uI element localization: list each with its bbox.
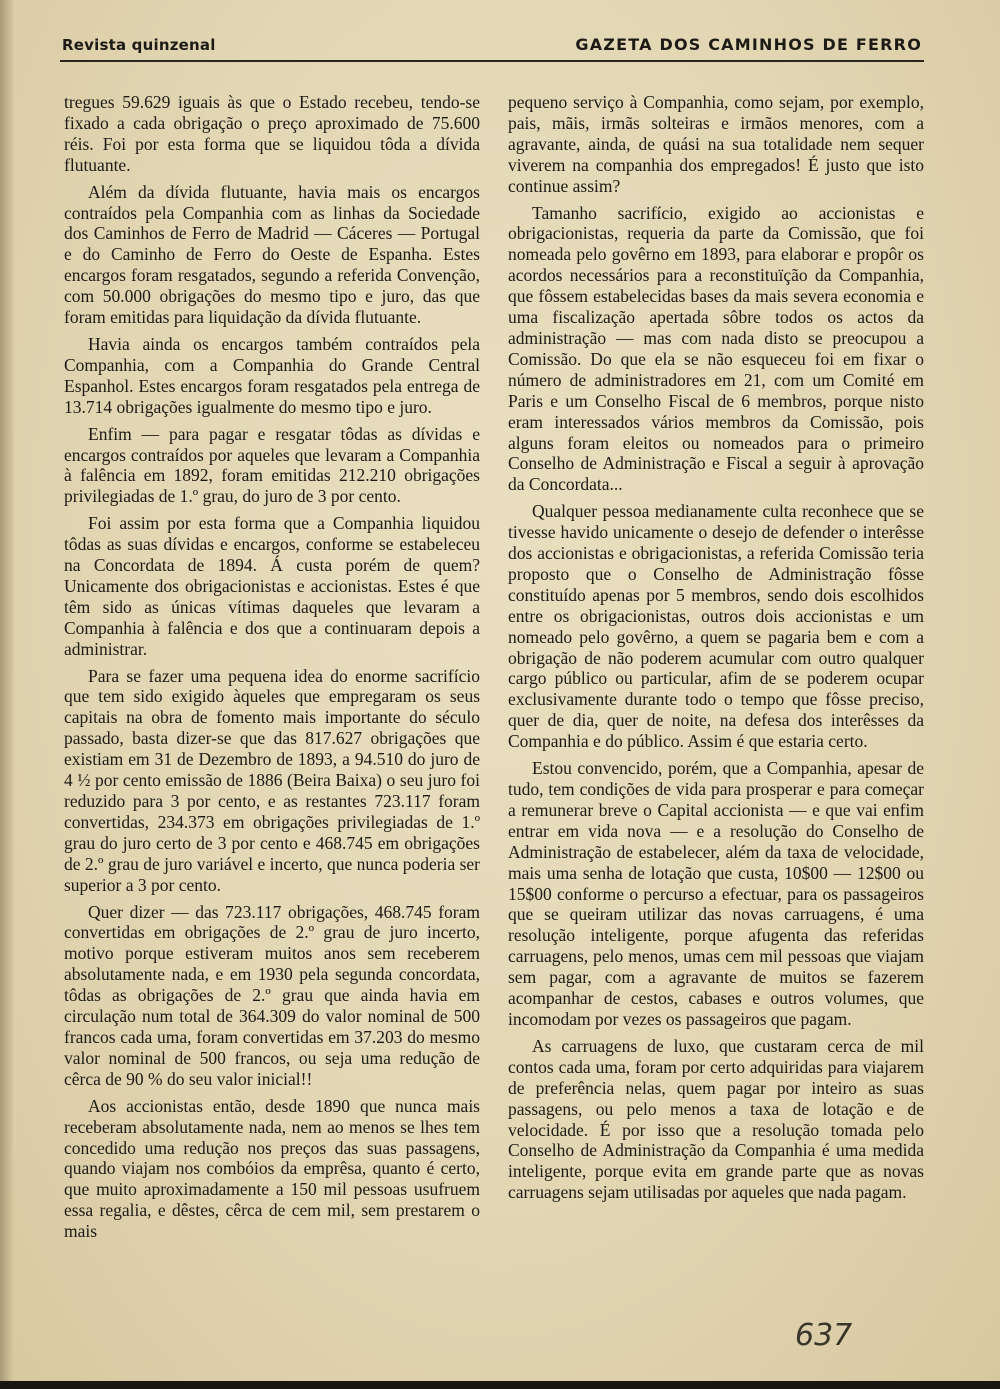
header-divider xyxy=(60,60,924,62)
paragraph: Havia ainda os encargos também contraídos pela Companhia, com a Companhia do Grande Central Espanhol. Estes encargos foram resgatados pela entrega de 13.714 obrigações igualmente do mesmo tipo e juro. xyxy=(64,333,480,417)
running-head-left: Revista quinzenal xyxy=(62,36,216,54)
paragraph: tregues 59.629 iguais às que o Estado recebeu, tendo-se fixado a cada obrigação o preço aproximado de 75.600 réis. Foi por esta forma que se liquidou tôda a dívida flutuante. xyxy=(64,92,480,175)
left-text-column xyxy=(64,92,480,1248)
paragraph: Além da dívida flutuante, havia mais os encargos contraídos pela Companhia com as linhas da Sociedade dos Caminhos de Ferro de Madrid — Cáceres — Portugal e do Caminho de Ferro do Oeste de Espanha. Estes encargos foram resgatados, segundo a referida Convenção, com 50.000 obrigações do mesmo tipo e juro, das que foram emitidas para liquidação da dívida flutuante. xyxy=(64,181,480,328)
paragraph: Para se fazer uma pequena idea do enorme sacrifício que tem sido exigido àqueles que empregaram os seus capitais na obra de fomento mais importante do século passado, basta dizer-se que das 817.627 obrigações que existiam em 31 de Dezembro de 1893, a 94.510 do juro de 4 ½ por cento emissão de 1886 (Beira Baixa) o seu juro foi reduzido para 3 por cento, e as restantes 723.117 foram convertidas, 234.373 em obrigações privilegiadas de 1.º grau do juro certo de 3 por cento e 468.745 em obrigações de 2.º grau de juro variável e incerto, que nunca poderia ser superior a 3 por cento. xyxy=(64,665,481,895)
paragraph: Quer dizer — das 723.117 obrigações, 468.745 foram convertidas em obrigações de 2.º grau de juro incerto, motivo porque estiveram muitos anos sem receberem absolutamente nada, e em 1930 pela segunda concordata, tôdas as obrigações de 2.º grau que ainda havia em circulação num total de 364.309 do valor nominal de 500 francos cada uma, foram convertidas em 37.203 do mesmo valor nominal de 500 francos, ou seja uma redução de cêrca de 90 % do seu valor inicial!! xyxy=(64,901,480,1089)
paragraph: Tamanho sacrifício, exigido ao accionistas e obrigacionistas, requeria da parte da Comissão, que foi nomeada pelo govêrno em 1893, para elaborar e propôr os acordos necessários para a reconstituïção da Companhia, que fôssem estabelecidas bases da mais severa economia e uma fiscalização apertada sôbre todos os actos da administração — mas com nada disto se preocupou a Comissão. Do que ela se não esqueceu foi em fixar o número de administradores em 21, com um Comité em Paris e um Conselho Fiscal de 6 membros, porque nisto eram interessados vários membros da Comissão, pois alguns foram eleitos ou nomeados para o primeiro Conselho de Administração e Fiscal a seguir à aprovação da Concordata... xyxy=(508,202,924,495)
paragraph: Qualquer pessoa medianamente culta reconhece que se tivesse havido unicamente o desejo de defender o interêsse dos accionistas e obrigacionistas, a referida Comissão teria proposto que o Conselho de Administração fôsse constituído apenas por 5 membros, sendo dois escolhidos entre os obrigacionistas, outros dois accionistas e um nomeado pelo govêrno, a quem se pagaria bem e com a obrigação de não poderem acumular com outro qualquer cargo público ou particular, afim de se poderem ocupar exclusivamente durante todo o tempo que fôsse preciso, quer de dia, quer de noite, na defesa dos interêsses da Companhia e do público. Assim é que estaria certo. xyxy=(508,501,924,752)
page-number: 637 xyxy=(795,1318,853,1353)
paragraph: Enfim — para pagar e resgatar tôdas as dívidas e encargos contraídos por aqueles que levaram a Companhia à falência em 1892, foram emitidas 212.210 obrigações privilegiadas de 1.º grau, do juro de 3 por cento. xyxy=(64,423,480,507)
paragraph: Aos accionistas então, desde 1890 que nunca mais receberam absolutamente nada, nem ao menos se lhes tem concedido uma redução nos preços das suas passagens, quando viajam nos combóios da emprêsa, quanto é certo, que muito aproximadamente a 150 mil pessoas usufruem essa regalia, e dêstes, cêrca de cem mil, sem prestarem o mais xyxy=(64,1095,480,1242)
paragraph: pequeno serviço à Companhia, como sejam, por exemplo, pais, mãis, irmãs solteiras e irmãos menores, com a agravante, ainda, de quási na sua totalidade nem sequer viverem na companhia dos empregados! É justo que isto continue assim? xyxy=(508,92,924,196)
scan-bottom-border xyxy=(0,1381,1000,1389)
paragraph: As carruagens de luxo, que custaram cerca de mil contos cada uma, foram por certo adquiridas para viajarem de preferência nelas, quem pagar por inteiro as suas passagens, ou pelo menos a taxa de lotação e de velocidade. É por isso que a resolução tomada pelo Conselho de Administração da Companhia é uma medida inteligente, porque evita em grande parte que as novas carruagens sejam utilisadas por aqueles que nada pagam. xyxy=(508,1035,924,1203)
page-edge-shadow xyxy=(0,0,14,1389)
running-head-right: GAZETA DOS CAMINHOS DE FERRO xyxy=(575,35,922,54)
paragraph: Estou convencido, porém, que a Companhia, apesar de tudo, tem condições de vida para prosperar e para começar a remunerar breve o Capital accionista — e que vai enfim entrar em vida nova — e a resolução do Conselho de Administração de estabelecer, além da taxa de velocidade, mais uma senha de lotação que custa, 10$00 — 12$00 ou 15$00 conforme o percurso a efectuar, para os passageiros que se queiram utilizar das novas carruagens, é uma resolução inteligente, porque afugenta das referidas carruagens, pelo menos, umas cem mil pessoas que viajam sem pagar, com a agravante de muitos se fazerem acompanhar de cestos, cabases e outros volumes, que incomodam por vezes os passageiros que pagam. xyxy=(508,758,924,1029)
paragraph: Foi assim por esta forma que a Companhia liquidou tôdas as suas dívidas e encargos, conforme se estabeleceu na Concordata de 1894. Á custa porém de quem? Unicamente dos obrigacionistas e accionistas. Estes é que têm sido as únicas vítimas daqueles que levaram a Companhia à falência e dos que a continuaram depois a administrar. xyxy=(64,513,480,659)
right-text-column xyxy=(508,92,924,1209)
